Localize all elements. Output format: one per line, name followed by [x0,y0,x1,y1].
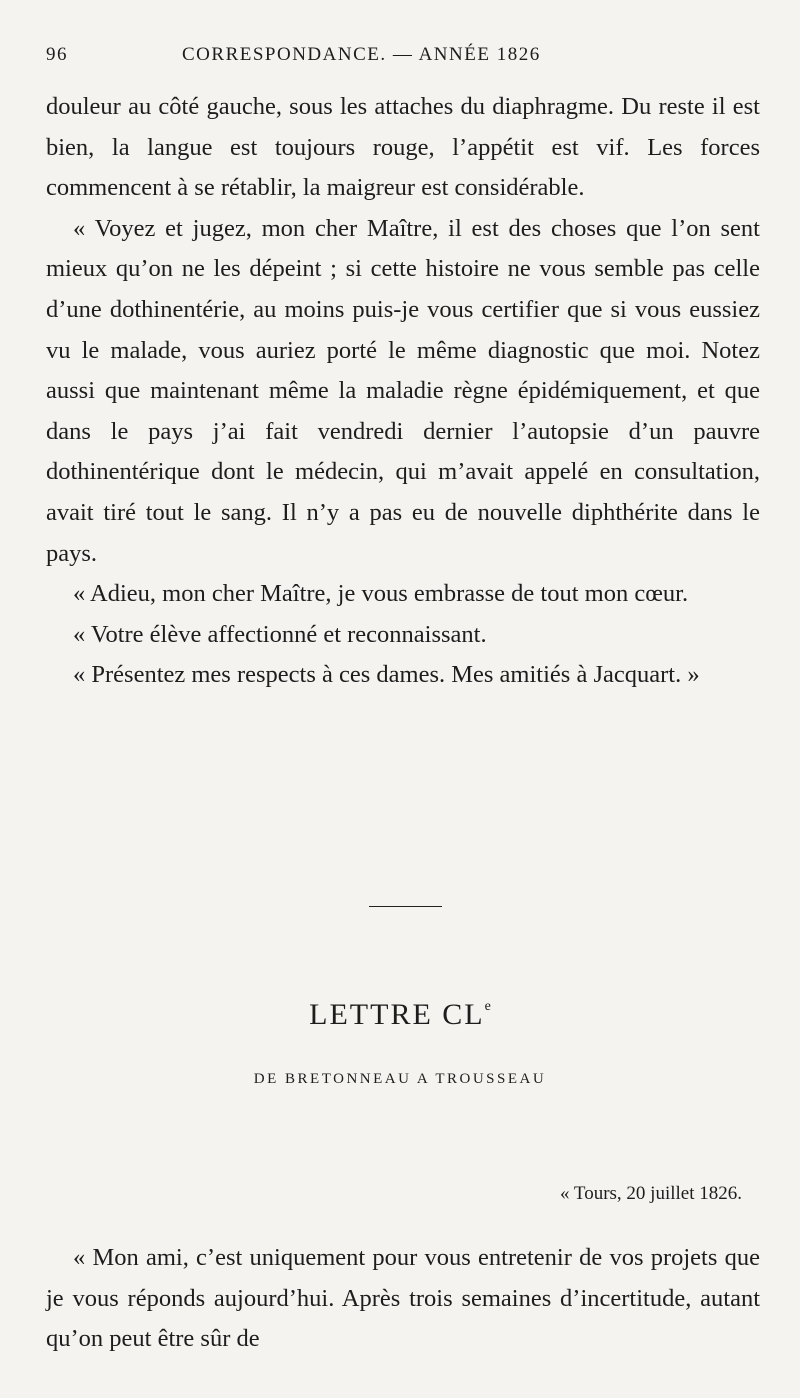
page-number: 96 [46,44,68,65]
letter-title [0,998,800,1032]
paragraph: « Présentez mes respects à ces dames. Mes amitiés à Jacquart. » [73,661,700,689]
paragraph: « Voyez et jugez, mon cher Maître, il est des choses que l’on sent mieux qu’on ne les dépeint ; si cette histoire ne vous semble pas celle d’une dothinentérie, au moins puis-je vous certifier que si vous eussiez vu le malade, vous auriez porté le même diagnostic que moi. Notez aussi que maintenant même la maladie règne épidémiquement, et que dans le pays j’ai fait vendredi dernier l’autopsie d’un pauvre dothinentérique dont le médecin, qui m’avait appelé en consultation, avait tiré tout le sang. Il n’y a pas eu de nouvelle diphthérite dans le pays. [46,214,760,567]
paragraph: « Mon ami, c’est uniquement pour vous entretenir de vos projets que je vous réponds aujourd’hui. Après trois semaines d’incertitude, autant qu’on peut être sûr de [46,1244,760,1353]
letter-title-text: LETTRE CL [309,998,485,1031]
paragraph: « Adieu, mon cher Maître, je vous embrasse de tout mon cœur. [73,580,689,608]
running-title: CORRESPONDANCE. — ANNÉE 1826 [182,44,541,65]
paragraph: « Votre élève affectionné et reconnaissant. [73,620,487,648]
section-divider [369,906,442,907]
body-text-bottom [46,1238,760,1360]
paragraph: douleur au côté gauche, sous les attaches du diaphragme. Du reste il est bien, la langue est toujours rouge, l’appétit est vif. Les forces commencent à se rétablir, la maigreur est considérable. [46,93,760,202]
letter-title-superscript: e [484,999,491,1014]
body-text-top [46,87,760,696]
letter-subtitle: DE BRETONNEAU A TROUSSEAU [253,1071,547,1087]
letter-dateline: « Tours, 20 juillet 1826. [560,1183,742,1204]
